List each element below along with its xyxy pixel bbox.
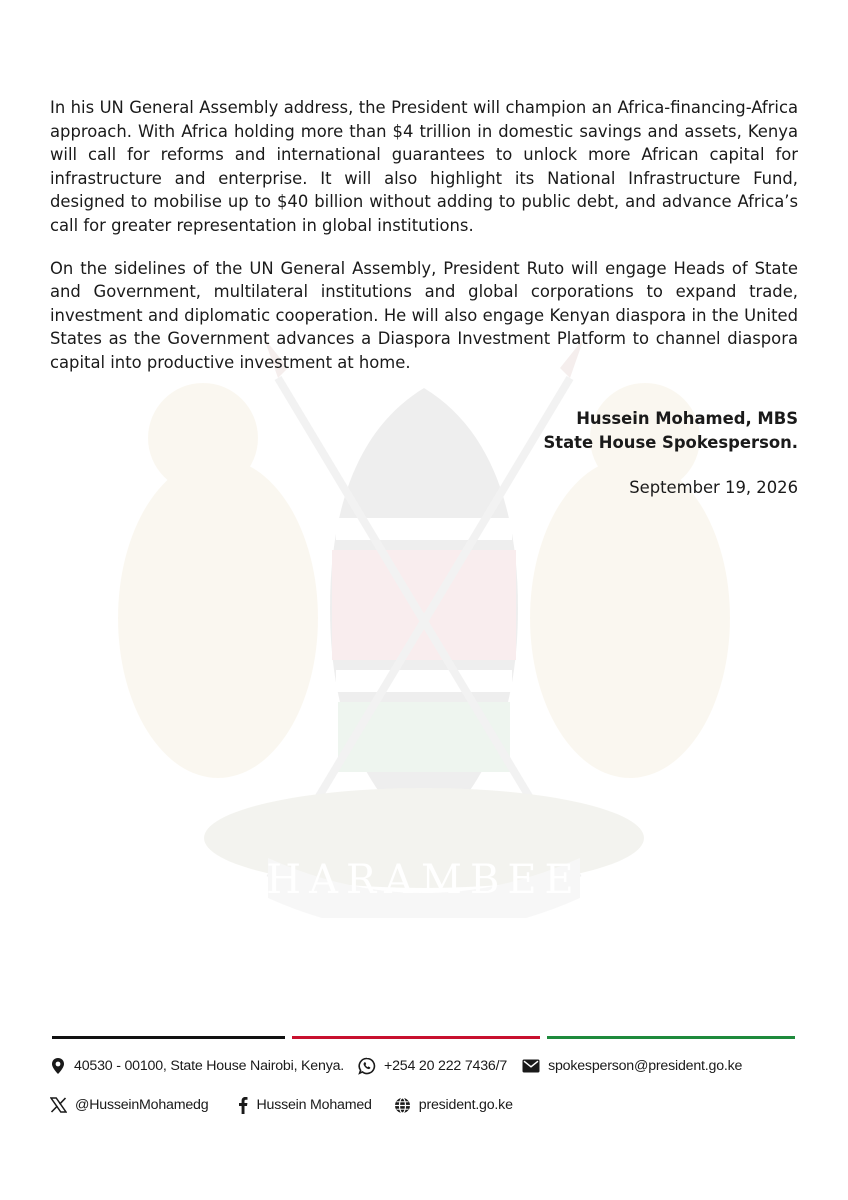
footer-social-row [50, 1096, 513, 1114]
footer-rule-green [547, 1036, 795, 1039]
x-handle-text: @HusseinMohamedg [75, 1097, 209, 1113]
footer-rule-black [52, 1036, 285, 1039]
facebook-contact[interactable] [238, 1096, 371, 1114]
footer-rule-red [292, 1036, 540, 1039]
signature-block [543, 407, 798, 500]
release-date: September 19, 2026 [629, 478, 798, 497]
email-contact[interactable] [522, 1058, 742, 1074]
facebook-text: Hussein Mohamed [256, 1097, 372, 1113]
x-contact[interactable] [50, 1097, 208, 1113]
location-pin-icon [50, 1057, 66, 1075]
envelope-icon [522, 1059, 540, 1073]
address-contact [50, 1057, 344, 1075]
facebook-icon [238, 1096, 248, 1114]
body-paragraph: In his UN General Assembly address, the President will champion an Africa-financing-Africa approach. With Africa holding more than $4 trillion in domestic savings and assets, Kenya will call for reforms and international guarantees to unlock more African capital for infrastructure and enterprise. It will also highlight its National Infrastructure Fund, designed to mobilise up to $40 billion without adding to public debt, and advance Africa’s call for greater representation in global institutions. [50, 98, 798, 235]
x-logo-icon [50, 1097, 67, 1113]
phone-text: +254 20 222 7436/7 [384, 1058, 508, 1074]
motto-text: HARAMBEE [266, 857, 582, 903]
footer-contacts-row [50, 1057, 742, 1075]
body-paragraph: On the sidelines of the UN General Assembly, President Ruto will engage Heads of State and Government, multilateral institutions and global corporations to expand trade, investment and diplomatic cooperation. He will also engage Kenyan diaspora in the United States as the Government advances a Diaspora Investment Platform to channel diaspora capital into productive investment at home. [50, 258, 798, 372]
email-text: spokesperson@president.go.ke [548, 1058, 743, 1074]
press-release-body [50, 96, 798, 394]
website-text: president.go.ke [418, 1097, 513, 1113]
website-contact[interactable] [394, 1097, 513, 1114]
signatory-name: Hussein Mohamed, MBS [576, 409, 798, 428]
phone-contact[interactable] [358, 1057, 507, 1075]
globe-icon [394, 1097, 411, 1114]
address-text: 40530 - 00100, State House Nairobi, Kenya. [74, 1058, 345, 1074]
whatsapp-icon [358, 1057, 376, 1075]
signatory-title: State House Spokesperson. [543, 433, 798, 452]
